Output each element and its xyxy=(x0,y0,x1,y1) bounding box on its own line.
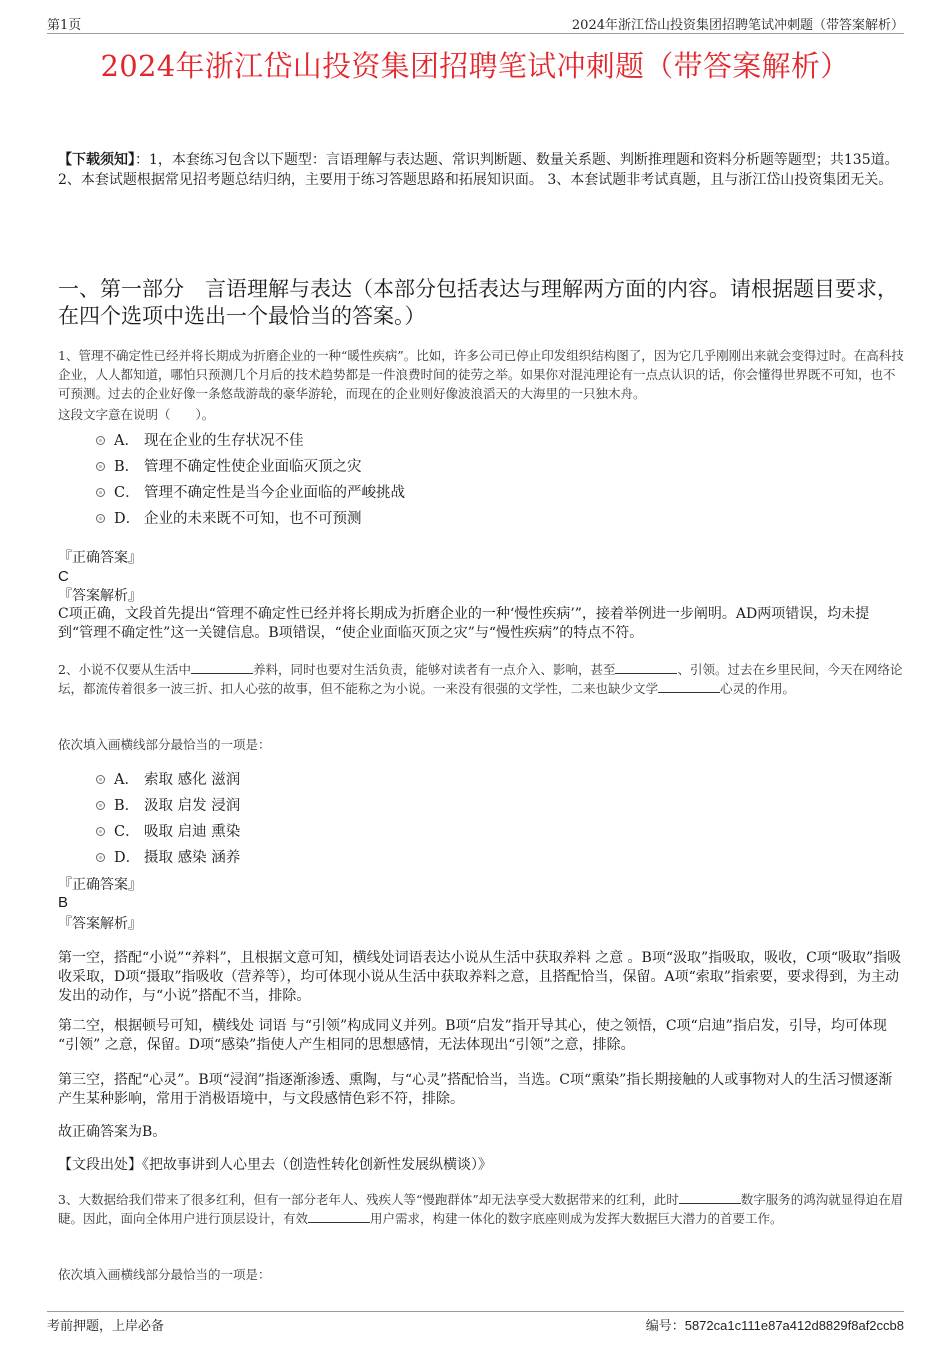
q1-answer: C xyxy=(58,568,69,585)
q2-option-b[interactable] xyxy=(96,794,240,814)
q1-analysis-label: 『答案解析』 xyxy=(58,588,142,604)
q2-conclusion: 故正确答案为B。 xyxy=(58,1124,167,1140)
q3-stem-part: 数字服务的鸿沟就显得迫在眉睫。因此，面向全体用户进行顶层设计，有效 xyxy=(58,1192,904,1226)
option-letter: A． xyxy=(114,432,139,449)
q3-stem-part: 3、大数据给我们带来了很多红利，但有一部分老年人、残疾人等“慢跑群体”却无法享受大数据带来的红利，此时 xyxy=(58,1192,679,1207)
radio-icon[interactable] xyxy=(96,853,105,862)
q2-source xyxy=(58,1156,904,1175)
q2-stem-part: 心灵的作用。 xyxy=(720,681,796,696)
q2-answer: B xyxy=(58,894,69,911)
source-label: 【文段出处】 xyxy=(58,1157,142,1173)
q2-stem-part: 、引领。过去在乡里民间，今天在网络论坛，都流传着很多一波三折、扣人心弦的故事，但不能称之为小说。一来没有很强的文学性，二来也缺少文学 xyxy=(58,662,903,696)
q2-stem-part: 2、小说不仅要从生活中 xyxy=(58,662,191,677)
option-letter: D． xyxy=(114,510,141,527)
q1-option-c[interactable] xyxy=(96,481,405,501)
blank-line xyxy=(191,660,253,674)
q2-question: 依次填入画横线部分最恰当的一项是： xyxy=(58,737,271,752)
q1-option-d[interactable] xyxy=(96,507,362,527)
page-footer xyxy=(47,1311,904,1334)
option-text: 企业的未来既不可知，也不可预测 xyxy=(144,510,362,527)
q1-option-a[interactable] xyxy=(96,429,304,449)
option-letter: B． xyxy=(114,458,140,475)
option-text: 汲取 启发 浸润 xyxy=(144,797,241,814)
q3-stem xyxy=(58,1190,904,1228)
q3-question: 依次填入画横线部分最恰当的一项是： xyxy=(58,1267,271,1282)
page-number: 第1页 xyxy=(47,18,82,33)
radio-icon[interactable] xyxy=(96,801,105,810)
option-letter: A． xyxy=(114,771,139,788)
q2-option-c[interactable] xyxy=(96,820,240,840)
q1-stem: 1、管理不确定性已经并将长期成为折磨企业的一种“暖性疾病”。比如，许多公司已停止印发组织结构图了，因为它几乎刚刚出来就会变得过时。在高科技企业，人人都知道，哪怕只预测几个月后的技术趋势都是一件浪费时间的徒劳之举。如果你对混沌理论有一点点认识的话，你会懂得世界既不可知，也不可预测。过去的企业好像一条悠哉游哉的豪华游轮，而现在的企业则好像波浪滔天的大海里的一只独木舟。 xyxy=(58,348,904,401)
notice-text: ：1，本套练习包含以下题型：言语理解与表达题、常识判断题、数量关系题、判断推理题和资料分析题等题型；共135道。 2、本套试题根据常见招考题总结归纳，主要用于练习答题思路和拓展知识面。 3、本套试题非考试真题，且与浙江岱山投资集团无关。 xyxy=(58,152,899,188)
q1-answer-label: 『正确答案』 xyxy=(58,550,142,566)
q2-option-a[interactable] xyxy=(96,768,240,788)
q2-analysis-p1: 第一空，搭配“小说”“养料”，且根据文意可知，横线处词语表达小说从生活中获取养料 之意 。B项“汲取”指吸取，吸收，C项“吸取”指吸收采取，D项“摄取”指吸收（营养等），均可体现小说从生活中获取养料之意，且搭配恰当，保留。A项“索取”指索要，要求得到，为主动发出的动作，与“小说”搭配不当，排除。 xyxy=(58,950,902,1004)
radio-icon[interactable] xyxy=(96,827,105,836)
option-text: 索取 感化 滋润 xyxy=(144,771,241,788)
option-letter: B． xyxy=(114,797,140,814)
option-letter: C． xyxy=(114,823,140,840)
radio-icon[interactable] xyxy=(96,436,105,445)
option-text: 吸取 启迪 熏染 xyxy=(144,823,241,840)
q3-stem-part: 用户需求，构建一体化的数字底座则成为发挥大数据巨大潜力的首要工作。 xyxy=(370,1211,783,1226)
header-doc-title: 2024年浙江岱山投资集团招聘笔试冲刺题（带答案解析） xyxy=(571,18,904,33)
q2-answer-label: 『正确答案』 xyxy=(58,877,142,893)
footer-slogan: 考前押题，上岸必备 xyxy=(47,1319,165,1334)
notice-label: 【下载须知】 xyxy=(58,152,135,168)
q2-analysis-p2: 第二空，根据顿号可知，横线处 词语 与“引领”构成同义并列。B项“启发”指开导其心，使之领悟，C项“启迪”指启发，引导，均可体现 “引领” 之意，保留。D项“感染”指使人产生相同的思想感情，无法体现出“引领”之意，排除。 xyxy=(58,1018,887,1053)
section-heading: 一、第一部分 言语理解与表达（本部分包括表达与理解两方面的内容。请根据题目要求，在四个选项中选出一个最恰当的答案。） xyxy=(58,277,898,328)
option-text: 管理不确定性使企业面临灭顶之灾 xyxy=(144,458,362,475)
q2-stem xyxy=(58,660,904,698)
radio-icon[interactable] xyxy=(96,775,105,784)
radio-icon[interactable] xyxy=(96,488,105,497)
option-letter: D． xyxy=(114,849,141,866)
document-title: 2024年浙江岱山投资集团招聘笔试冲刺题（带答案解析） xyxy=(100,49,850,83)
page-header xyxy=(47,14,904,34)
q1-analysis: C项正确，文段首先提出“管理不确定性已经并将长期成为折磨企业的一种‘慢性疾病’”，接着举例进一步阐明。AD两项错误，均未提到“管理不确定性”这一关键信息。B项错误，“使企业面临灭顶之灾”与“慢性疾病”的特点不符。 xyxy=(58,606,870,641)
q2-analysis-p3: 第三空，搭配“心灵”。B项“浸润”指逐渐渗透、熏陶，与“心灵”搭配恰当，当选。C项“熏染”指长期接触的人或事物对人的生活习惯逐渐产生某种影响，常用于消极语境中，与文段感情色彩不符，排除。 xyxy=(58,1072,893,1107)
option-text: 摄取 感染 涵养 xyxy=(144,849,241,866)
q2-option-d[interactable] xyxy=(96,846,240,866)
source-text: 《把故事讲到人心里去（创造性转化创新性发展纵横谈）》 xyxy=(142,1157,492,1173)
blank-line xyxy=(308,1209,370,1223)
radio-icon[interactable] xyxy=(96,462,105,471)
q1-option-b[interactable] xyxy=(96,455,362,475)
q1-question: 这段文字意在说明（ ）。 xyxy=(58,407,215,422)
footer-id xyxy=(646,1315,904,1334)
q2-stem-part: 养料，同时也要对生活负责，能够对读者有一点介入、影响，甚至 xyxy=(252,662,616,677)
option-text: 现在企业的生存状况不佳 xyxy=(144,432,304,449)
footer-id-code: 5872ca1c111e87a412d8829f8af2ccb8 xyxy=(684,1318,904,1333)
blank-line xyxy=(679,1190,741,1204)
option-text: 管理不确定性是当今企业面临的严峻挑战 xyxy=(144,484,405,501)
download-notice xyxy=(58,150,904,190)
footer-id-label: 编号： xyxy=(645,1319,685,1334)
q2-analysis-label: 『答案解析』 xyxy=(58,916,142,932)
blank-line xyxy=(658,679,720,693)
radio-icon[interactable] xyxy=(96,514,105,523)
blank-line xyxy=(615,660,677,674)
option-letter: C． xyxy=(114,484,140,501)
